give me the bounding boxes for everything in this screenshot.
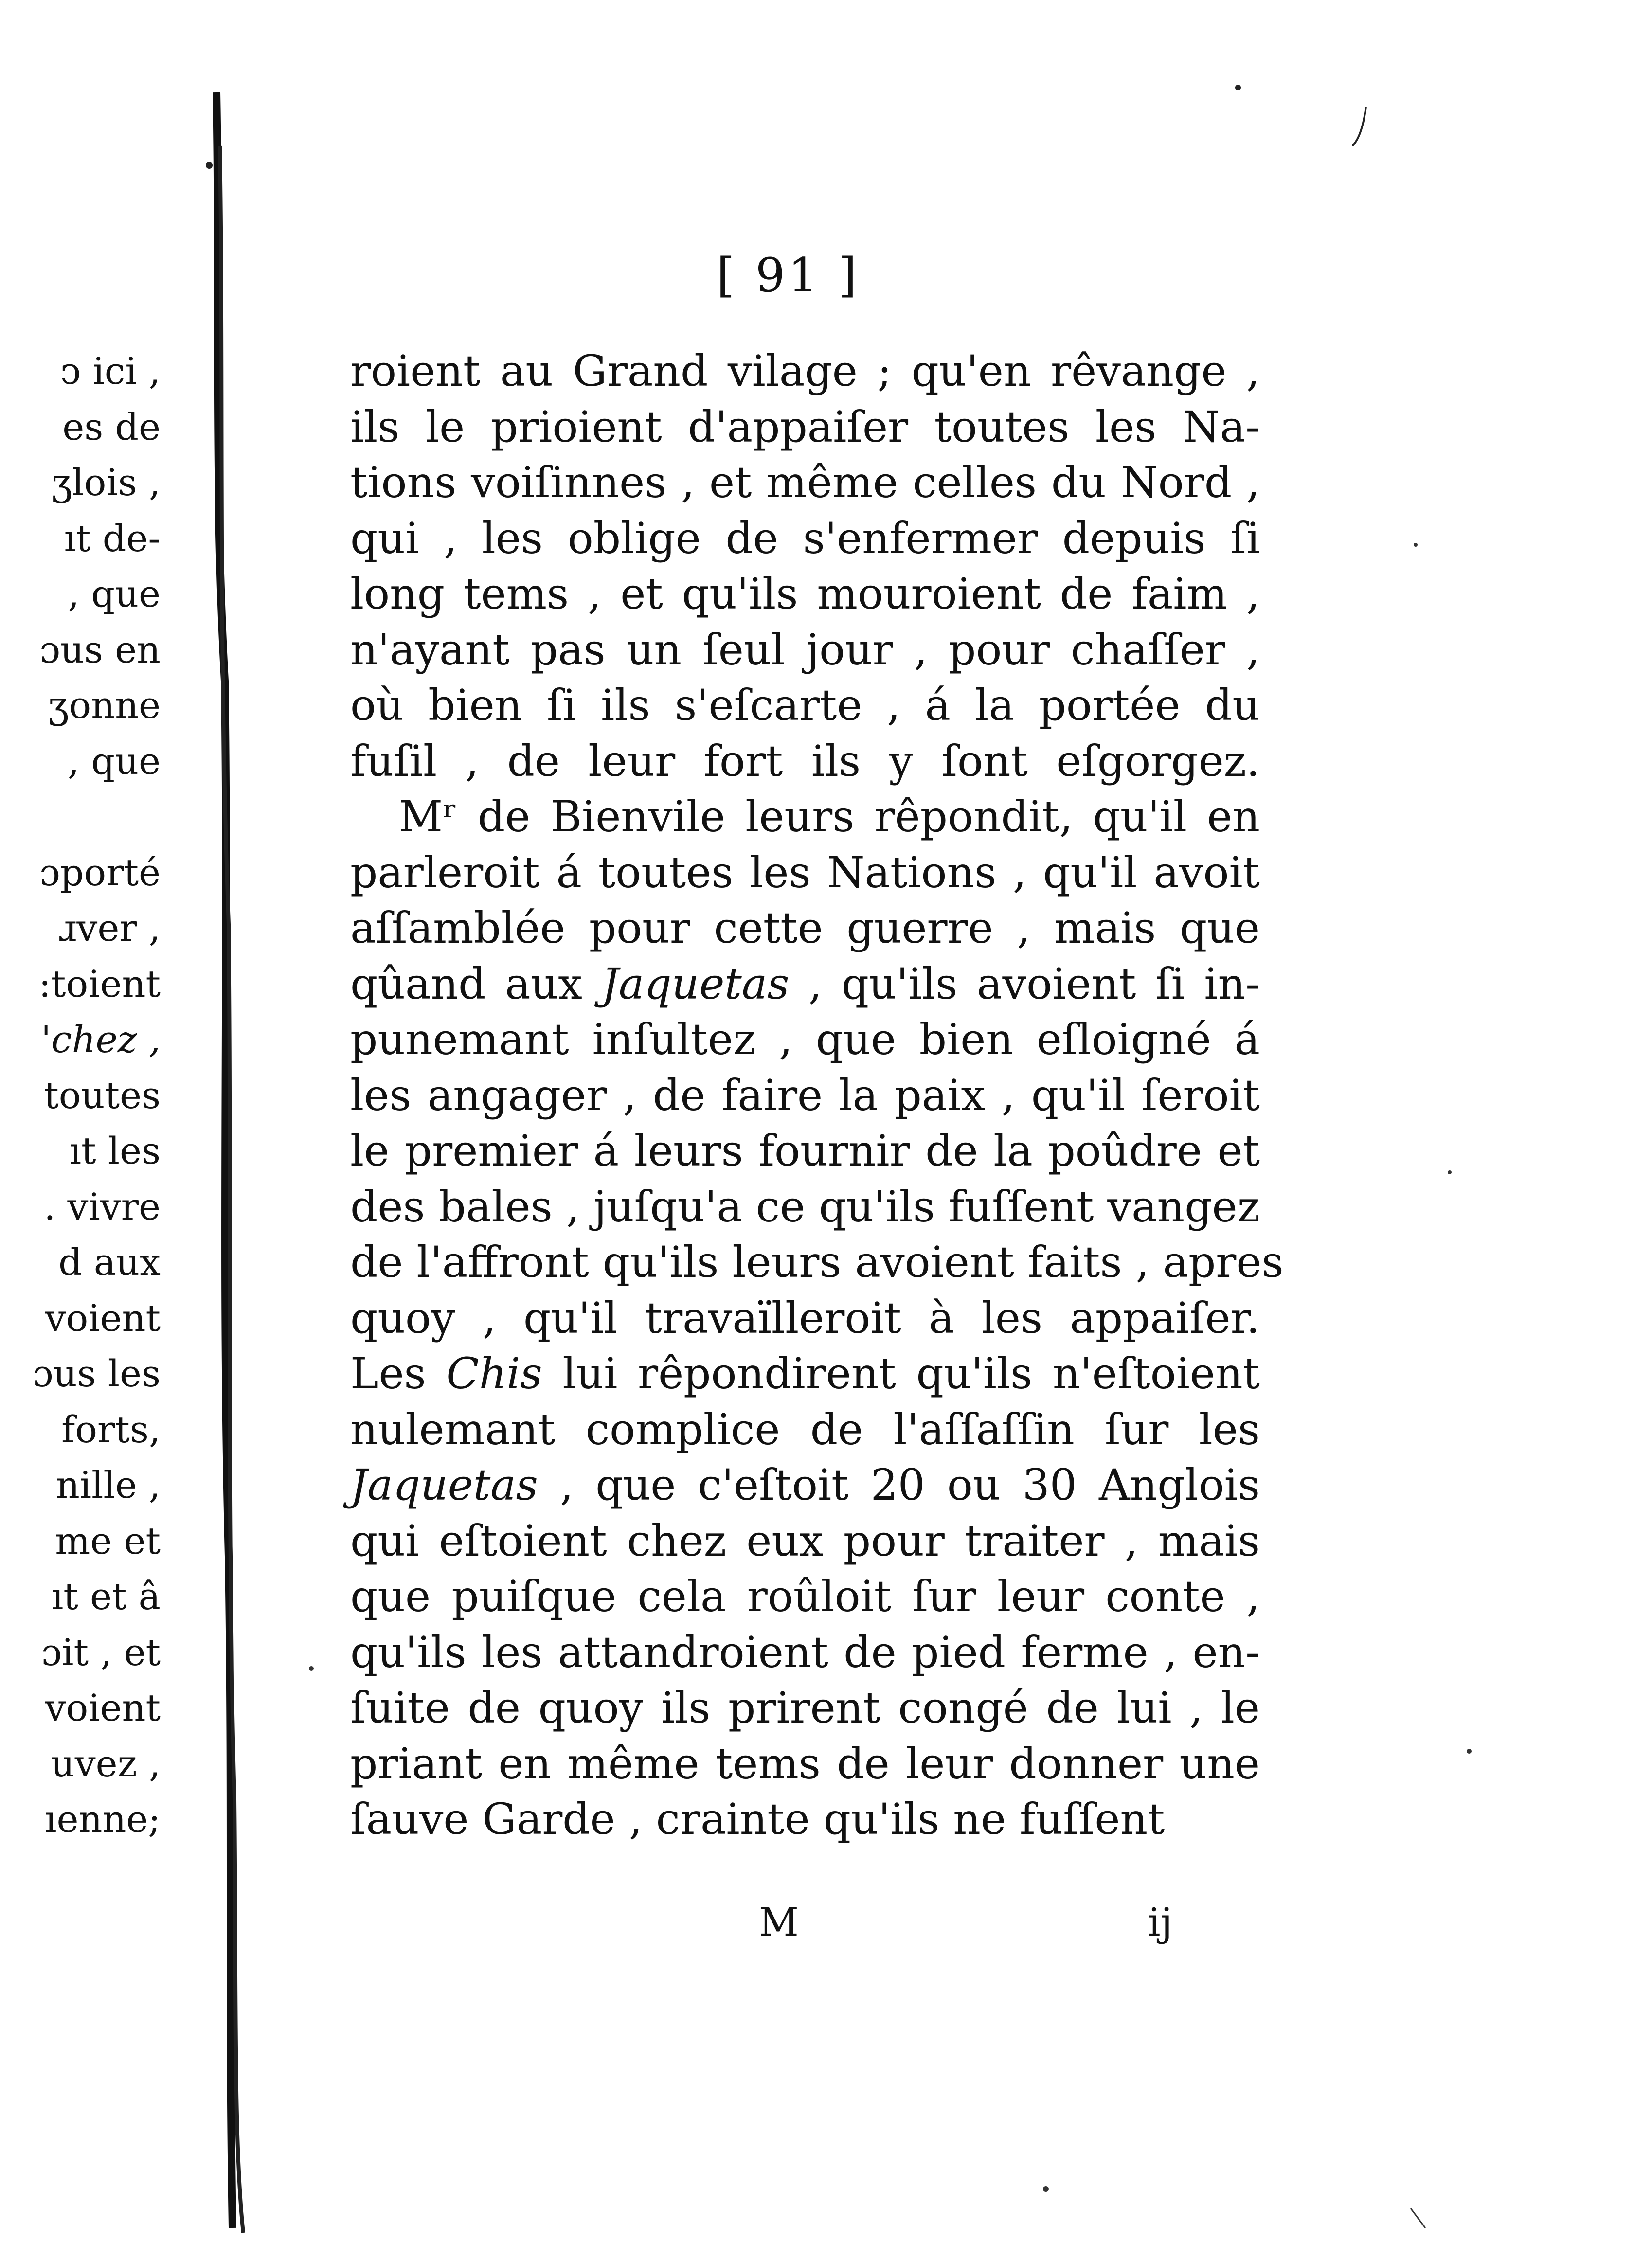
italic-segment: Jaquetas (601, 958, 790, 1009)
fragment-line: ɔus les (33, 1352, 161, 1395)
text-line: tions voiſinnes , et même celles du Nord , (350, 457, 1260, 507)
text-line: ſuite de quoy ils prirent congé de lui , le (350, 1683, 1260, 1733)
text-segment: qûand aux (350, 958, 602, 1009)
text-line: qu'ils les attandroient de pied ferme , en- (350, 1627, 1260, 1677)
text-line: long tems , et qu'ils mouroient de faim , (350, 569, 1260, 619)
speck (1411, 2208, 1425, 2228)
fragment-line: ıt les (69, 1129, 161, 1172)
fragment-line: nille , (55, 1463, 161, 1507)
fragment-line: ıenne; (45, 1797, 161, 1841)
text-line: le premier á leurs fournir de la poûdre et (350, 1126, 1260, 1176)
fragment-line: d aux (58, 1240, 161, 1284)
page-number: [ 91 ] (716, 248, 860, 303)
italic-segment: Chis (446, 1348, 542, 1399)
italic-segment: Jaquetas (350, 1460, 538, 1510)
fragment-line: toutes (44, 1073, 161, 1117)
text-line: aſſamblée pour cette guerre , mais que (350, 903, 1260, 953)
fragment-line: uvez , (51, 1741, 161, 1785)
text-line: priant en même tems de leur donner une (350, 1738, 1260, 1789)
text-line: de l'affront qu'ils leurs avoient faits , apres (350, 1237, 1284, 1287)
text-line: qui , les oblige de s'enfermer depuis ſi (350, 513, 1260, 563)
text-segment: Les (350, 1348, 447, 1399)
speck (1467, 1749, 1472, 1754)
speck (1235, 85, 1241, 90)
speck (206, 162, 213, 169)
text-line: que puiſque cela roûloit ſur leur conte , (350, 1571, 1260, 1621)
catchword: ij (1148, 1900, 1173, 1945)
text-line (350, 1346, 1260, 1402)
text-line: quoy , qu'il travaïlleroit à les appaiſer. (350, 1292, 1260, 1343)
text-line: qui eſtoient chez eux pour traiter , mais (350, 1515, 1260, 1566)
speck (1352, 107, 1366, 146)
text-line: des bales , juſqu'a ce qu'ils fuſſent vangez (350, 1181, 1260, 1232)
fragment-line: ʒonne (48, 683, 161, 727)
text-line: parleroit á toutes les Nations , qu'il avoit (350, 847, 1260, 897)
fragment-line: ɔporté (39, 850, 161, 894)
speck (1414, 543, 1418, 547)
fragment-line: , que (68, 572, 161, 615)
fragment-line: ıt de- (64, 516, 161, 560)
fragment-line: , que (68, 739, 161, 783)
speck (1448, 1170, 1452, 1174)
fragment-line: forts, (61, 1407, 161, 1451)
fragment-line: :toient (38, 962, 161, 1005)
fragment-line: voient (45, 1296, 161, 1340)
body-text (350, 343, 1284, 1848)
text-segment: , que c'eſtoit 20 ou 30 Anglois (538, 1460, 1260, 1510)
text-line (350, 1457, 1260, 1513)
fragment-line: me et (55, 1519, 161, 1562)
fragment-line: voient (45, 1686, 161, 1729)
fragment-line: ͻ ici , (60, 349, 161, 393)
fragment-line: ıt et â (52, 1575, 161, 1618)
signature-mark: M (759, 1900, 799, 1945)
text-line: les angager , de faire la paix , qu'il ſeroit (350, 1070, 1260, 1120)
text-line: ils le prioient d'appaiſer toutes les Na- (350, 401, 1260, 452)
text-line: n'ayant pas un ſeul jour , pour chaſſer , (350, 624, 1260, 675)
speck (1043, 2186, 1049, 2192)
text-line: nulemant complice de l'aſſaſſin ſur les (350, 1404, 1260, 1454)
text-segment: Mʳ de Bienvile leurs rêpondit, qu'il en (399, 791, 1260, 842)
fragment-line: 'chez , (41, 1018, 161, 1061)
text-line (350, 956, 1260, 1012)
text-line: roient au Grand vilage ; qu'en rêvange , (350, 346, 1260, 396)
fragment-line: . vivre (44, 1184, 161, 1228)
text-segment: , qu'ils avoient ſi in- (789, 958, 1260, 1009)
fragment-line: ɹver , (58, 906, 161, 950)
text-line: punemant inſultez , que bien eſloigné á (350, 1014, 1260, 1064)
text-line (350, 789, 1260, 845)
text-line: ſauve Garde , crainte qu'ils ne fuſſent (350, 1794, 1165, 1844)
text-line: où bien ſi ils s'eſcarte , á la portée du (350, 680, 1260, 730)
fragment-line: es de (62, 405, 161, 449)
fragment-gap (0, 789, 161, 845)
previous-page-fragment-column (0, 343, 161, 1848)
fragment-line: ʒlois , (51, 461, 161, 504)
fragment-line: ɔus en (39, 628, 161, 671)
text-line: fuſil , de leur fort ils y ſont eſgorgez. (350, 736, 1260, 786)
text-segment: lui rêpondirent qu'ils n'eſtoient (542, 1348, 1260, 1399)
speck (309, 1666, 314, 1671)
fragment-line: ɔit , et (41, 1630, 161, 1674)
